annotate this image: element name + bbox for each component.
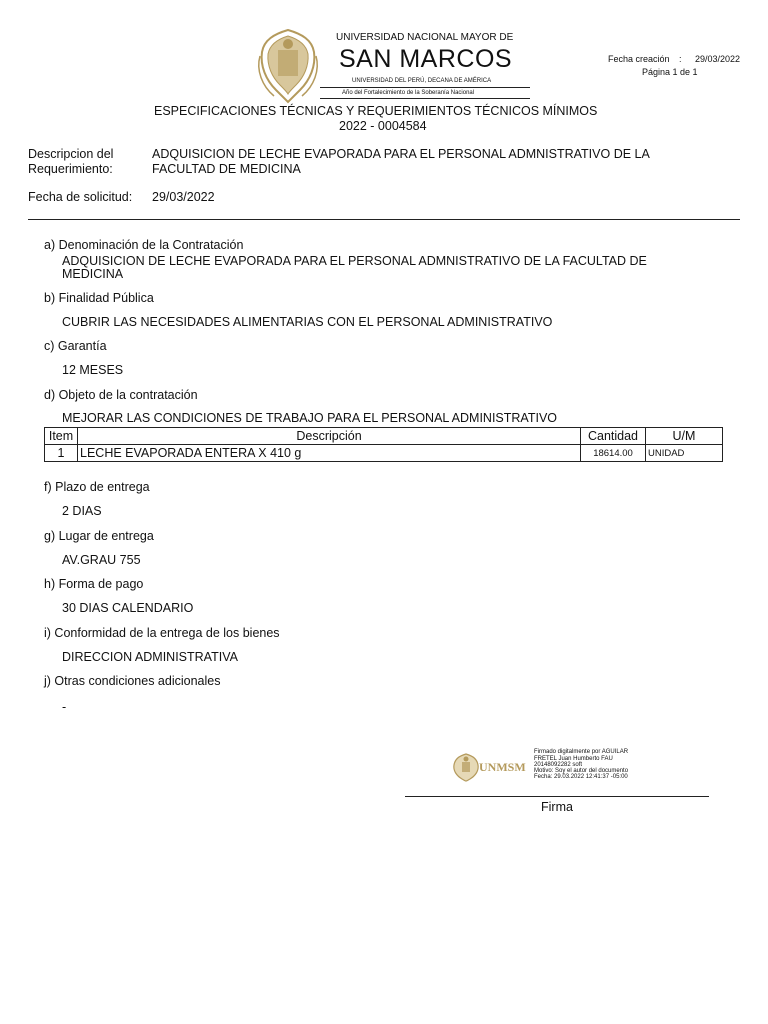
section-c-label: c) Garantía <box>44 339 107 353</box>
section-a-value-2: MEDICINA <box>62 267 124 281</box>
firma-label: Firma <box>541 800 573 814</box>
section-c-value: 12 MESES <box>62 363 124 377</box>
section-b-label: b) Finalidad Pública <box>44 291 154 305</box>
document-number: 2022 - 0004584 <box>339 119 427 133</box>
header-descripcion: Descripción <box>78 428 581 445</box>
university-subtitle: UNIVERSIDAD DEL PERÚ, DECANA DE AMÉRICA <box>352 78 492 84</box>
fecha-creacion-sep: : <box>679 54 682 64</box>
section-h-value: 30 DIAS CALENDARIO <box>62 601 194 615</box>
signature-line-4: Motivo: Soy el autor del documento <box>534 768 629 774</box>
cell-item: 1 <box>45 445 78 462</box>
section-j-value: - <box>62 700 67 714</box>
cell-um: UNIDAD <box>646 445 723 462</box>
section-divider <box>28 219 740 220</box>
descripcion-label-2: Requerimiento: <box>28 162 113 176</box>
table-header-row <box>45 428 723 445</box>
header-cantidad: Cantidad <box>581 428 646 445</box>
unmsm-logo-text: UNMSM <box>479 760 526 774</box>
section-b-value: CUBRIR LAS NECESIDADES ALIMENTARIAS CON EL PERSONAL ADMINISTRATIVO <box>62 315 553 329</box>
fecha-creacion-label: Fecha creación <box>608 54 670 64</box>
descripcion-value-1: ADQUISICION DE LECHE EVAPORADA PARA EL PERSONAL ADMNISTRATIVO DE LA <box>152 147 650 161</box>
fecha-solicitud-value: 29/03/2022 <box>152 190 215 204</box>
header-divider-bottom <box>320 98 530 99</box>
header-divider <box>320 87 530 88</box>
signature-line <box>405 796 709 797</box>
signature-line-2: FRETEL Juan Humberto FAU <box>534 756 613 762</box>
document-title: ESPECIFICACIONES TÉCNICAS Y REQUERIMIENTOS TÉCNICOS MÍNIMOS <box>154 104 598 118</box>
table-row <box>45 445 723 462</box>
header-item: Item <box>45 428 78 445</box>
unmsm-seal-icon <box>450 752 482 782</box>
signature-line-5: Fecha: 29.03.2022 12:41:37 -05:00 <box>534 774 628 780</box>
cell-descripcion: LECHE EVAPORADA ENTERA X 410 g <box>78 445 581 462</box>
items-table <box>44 427 723 462</box>
signature-line-1: Firmado digitalmente por AGUILAR <box>534 749 629 755</box>
section-f-label: f) Plazo de entrega <box>44 480 150 494</box>
header-um: U/M <box>646 428 723 445</box>
section-j-label: j) Otras condiciones adicionales <box>44 674 221 688</box>
university-seal-logo <box>254 26 322 104</box>
section-h-label: h) Forma de pago <box>44 577 144 591</box>
section-d-label: d) Objeto de la contratación <box>44 388 198 402</box>
year-motto: Año del Fortalecimiento de la Soberanía Nacional <box>342 90 475 96</box>
fecha-creacion-value: 29/03/2022 <box>695 54 741 64</box>
section-a-value-1: ADQUISICION DE LECHE EVAPORADA PARA EL PERSONAL ADMNISTRATIVO DE LA FACULTAD DE <box>62 254 647 268</box>
section-i-label: i) Conformidad de la entrega de los bienes <box>44 626 280 640</box>
signature-line-3: 20148092282 soft <box>534 762 583 768</box>
cell-cantidad: 18614.00 <box>581 445 646 462</box>
fecha-solicitud-label: Fecha de solicitud: <box>28 190 133 204</box>
descripcion-label-1: Descripcion del <box>28 147 114 161</box>
page-number: Página 1 de 1 <box>642 67 698 77</box>
section-f-value: 2 DIAS <box>62 504 102 518</box>
descripcion-value-2: FACULTAD DE MEDICINA <box>152 162 301 176</box>
section-g-label: g) Lugar de entrega <box>44 529 154 543</box>
section-i-value: DIRECCION ADMINISTRATIVA <box>62 650 238 664</box>
section-g-value: AV.GRAU 755 <box>62 553 141 567</box>
section-a-label: a) Denominación de la Contratación <box>44 238 244 252</box>
university-name-line1: UNIVERSIDAD NACIONAL MAYOR DE <box>336 32 514 43</box>
section-d-value: MEJORAR LAS CONDICIONES DE TRABAJO PARA EL PERSONAL ADMINISTRATIVO <box>62 411 558 425</box>
university-name-line2: SAN MARCOS <box>339 45 513 73</box>
